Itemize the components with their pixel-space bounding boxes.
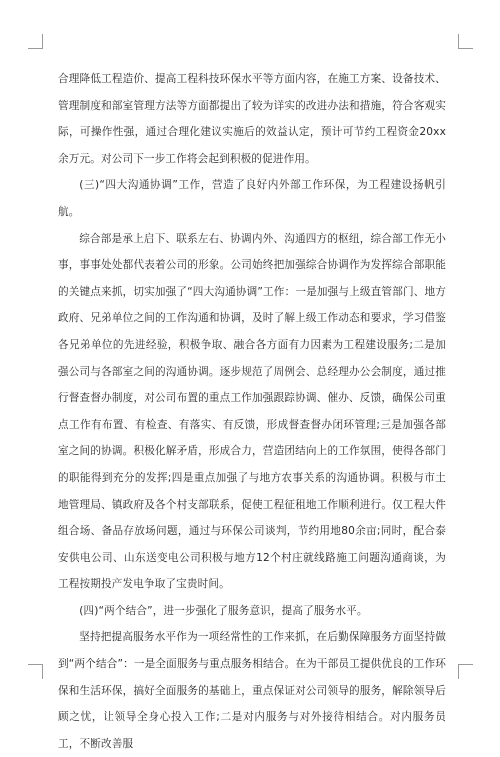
crop-mark-bottom-left bbox=[28, 664, 43, 679]
section-heading-two-combinations: (四)“两个结合”，进一步强化了服务意识，提高了服务水平。 bbox=[79, 604, 368, 617]
paragraph-service-level: 坚持把提高服务水平作为一项经常性的工作来抓，在后勤保障服务方面坚持做到“两个结合”：一是全面服务与重点服务相结合。在为干部员工提供优良的工作环保和生活环保，搞好全面服务的基础上，重点保证对公司领导的服务，解除领导后顾之忧，让领导全身心投入工作;二是对内服务与对外接待相结合。对内服务员工，不断改善服 bbox=[58, 631, 446, 750]
paragraph-communication-details: 综合部是承上启下、联系左右、协调内外、沟通四方的枢纽，综合部工作无小事，事事处处都代表着公司的形象。公司始终把加强综合协调作为发挥综合部职能的关键点来抓，切实加强了“四大沟通协调”工作：一是加强与上级直管部门、地方政府、兄弟单位之间的工作沟通和协调，及时了解上级工作动态和要求，学习借鉴各兄弟单位的先进经验，积极争取、融合各方面有力因素为工程建设服务;二是加强公司与各部室之间的沟通协调。逐步规范了周例会、总经理办公会制度，通过推行督查督办制度，对公司布置的重点工作加强跟踪协调、催办、反馈，确保公司重点工作有布置、有检查、有落实、有反馈，形成督查督办闭环管理;三是加强各部室之间的协调。积极化解矛盾，形成合力，营造团结向上的工作氛围，使得各部门的职能得到充分的发挥;四是重点加强了与地方农事关系的沟通协调。积极与市土地管理局、镇政府及各个村支部联系，促使工程征租地工作顺利进行。仅工程大件组合场、备品存放场问题，通过与环保公司谈判，节约用地80余亩;同时，配合泰安供电公司、山东送变电公司积极与地方12个村庄就线路施工问题沟通商谈，为工程按期投产发电争取了宝贵时间。 bbox=[58, 232, 446, 591]
section-heading-communication: (三)“四大沟通协调”工作，营造了良好内外部工作环保，为工程建设扬帆引航。 bbox=[58, 179, 446, 218]
paragraph-cost-saving-continuation: 合理降低工程造价、提高工程科技环保水平等方面内容，在施工方案、设备技术、管理制度和部室管理方法等方面都提出了较为详实的改进办法和措施，符合客观实际，可操作性强，通过合理化建议实施后的效益认定，预计可节约工程资金20xx余万元。对公司下一步工作将会起到积极的促进作用。 bbox=[58, 73, 446, 165]
document-body bbox=[58, 66, 446, 757]
crop-mark-top-left bbox=[28, 34, 43, 49]
crop-mark-top-right bbox=[458, 34, 473, 49]
crop-mark-bottom-right bbox=[458, 664, 473, 679]
